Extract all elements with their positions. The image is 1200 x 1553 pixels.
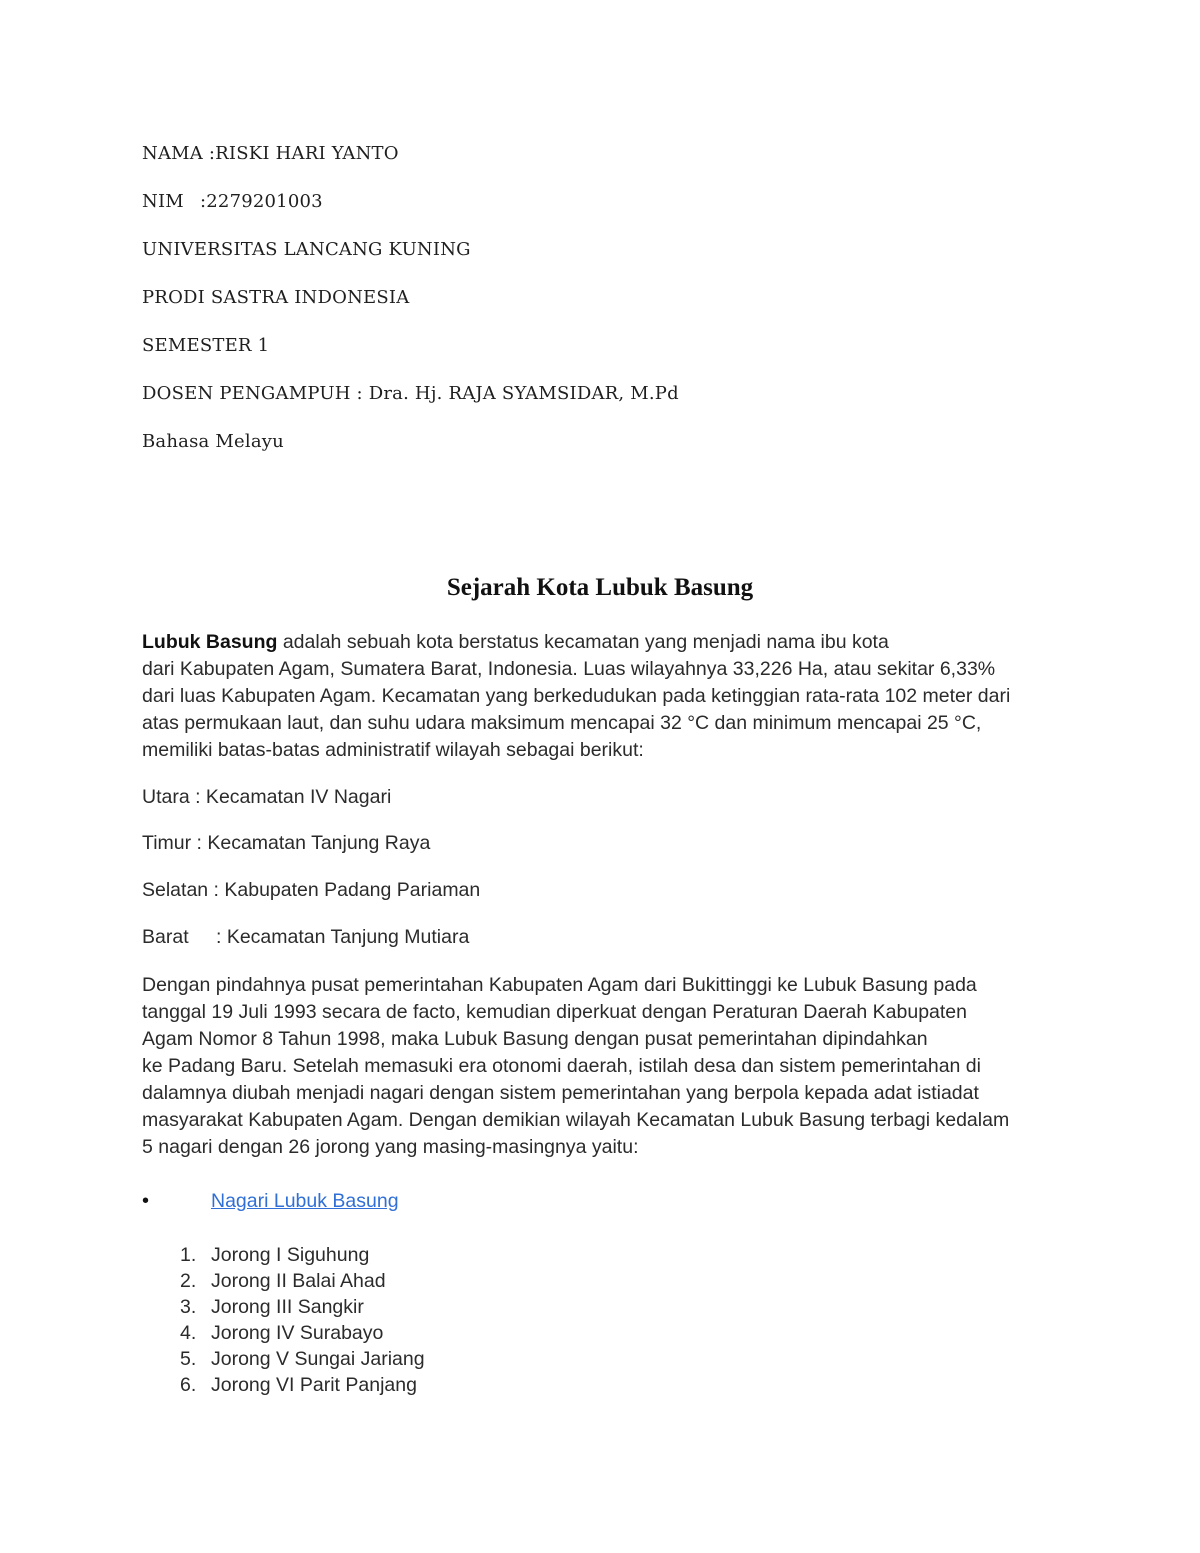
- intro-line-1-rest: adalah sebuah kota berstatus kecamatan yang menjadi nama ibu kota: [277, 631, 889, 653]
- list-item-label: Jorong I Siguhung: [211, 1244, 370, 1266]
- history-line-4: ke Padang Baru. Setelah memasuki era otonomi daerah, istilah desa dan sistem pemerintahan di: [142, 1055, 981, 1077]
- student-nim: [142, 191, 323, 212]
- list-item-number: 4.: [180, 1322, 197, 1344]
- list-item: [180, 1346, 425, 1372]
- student-name: NAMA :RISKI HARI YANTO: [142, 143, 399, 164]
- nim-label: NIM: [142, 191, 184, 212]
- boundary-west: [142, 926, 469, 949]
- semester: SEMESTER 1: [142, 335, 270, 356]
- list-item-label: Jorong VI Parit Panjang: [211, 1374, 417, 1396]
- history-line-6: masyarakat Kabupaten Agam. Dengan demikian wilayah Kecamatan Lubuk Basung terbagi kedalam: [142, 1109, 1010, 1131]
- course-name: Bahasa Melayu: [142, 431, 284, 452]
- list-item: [180, 1242, 425, 1268]
- intro-paragraph: [142, 629, 1082, 764]
- intro-line-3: dari luas Kabupaten Agam. Kecamatan yang berkedudukan pada ketinggian rata-rata 102 meter dari: [142, 685, 1011, 707]
- history-line-1: Dengan pindahnya pusat pemerintahan Kabupaten Agam dari Bukittinggi ke Lubuk Basung pada: [142, 974, 977, 996]
- boundary-south: Selatan : Kabupaten Padang Pariaman: [142, 879, 481, 901]
- intro-line-5: memiliki batas-batas administratif wilayah sebagai berikut:: [142, 739, 644, 761]
- list-item-number: 2.: [180, 1270, 197, 1292]
- intro-line-1: [142, 629, 1082, 656]
- intro-line-4: atas permukaan laut, dan suhu udara maksimum mencapai 32 °C dan minimum mencapai 25 °C,: [142, 712, 982, 734]
- intro-bold-lead: Lubuk Basung: [142, 631, 278, 653]
- list-item: [180, 1372, 425, 1398]
- list-item-number: 5.: [180, 1348, 197, 1370]
- history-line-2: tanggal 19 Juli 1993 secara de facto, kemudian diperkuat dengan Peraturan Daerah Kabupaten: [142, 1001, 967, 1023]
- list-item: [180, 1320, 425, 1346]
- page-title: Sejarah Kota Lubuk Basung: [446, 574, 754, 601]
- jorong-list: [180, 1242, 425, 1398]
- bullet-icon: •: [142, 1190, 150, 1212]
- nagari-lubuk-basung-link[interactable]: Nagari Lubuk Basung: [211, 1190, 399, 1212]
- nim-value: :2279201003: [200, 191, 323, 212]
- list-item: [180, 1268, 425, 1294]
- list-item-label: Jorong III Sangkir: [211, 1296, 364, 1318]
- list-item-number: 1.: [180, 1244, 197, 1266]
- list-item-label: Jorong V Sungai Jariang: [211, 1348, 425, 1370]
- list-item-number: 6.: [180, 1374, 197, 1396]
- history-line-7: 5 nagari dengan 26 jorong yang masing-masingnya yaitu:: [142, 1136, 639, 1158]
- boundary-east: Timur : Kecamatan Tanjung Raya: [142, 832, 431, 854]
- list-item-label: Jorong II Balai Ahad: [211, 1270, 386, 1292]
- boundary-north: Utara : Kecamatan IV Nagari: [142, 786, 392, 808]
- boundary-west-value: : Kecamatan Tanjung Mutiara: [216, 926, 470, 948]
- list-item-number: 3.: [180, 1296, 197, 1318]
- history-line-3: Agam Nomor 8 Tahun 1998, maka Lubuk Basung dengan pusat pemerintahan dipindahkan: [142, 1028, 928, 1050]
- lecturer: DOSEN PENGAMPUH : Dra. Hj. RAJA SYAMSIDAR, M.Pd: [142, 383, 679, 404]
- history-paragraph: [142, 972, 1082, 1161]
- intro-line-2: dari Kabupaten Agam, Sumatera Barat, Indonesia. Luas wilayahnya 33,226 Ha, atau sekitar 6,33%: [142, 658, 996, 680]
- list-item: [180, 1294, 425, 1320]
- study-program: PRODI SASTRA INDONESIA: [142, 287, 410, 308]
- history-line-5: dalamnya diubah menjadi nagari dengan sistem pemerintahan yang berpola kepada adat istiadat: [142, 1082, 979, 1104]
- boundary-west-label: Barat: [142, 926, 189, 948]
- university-name: UNIVERSITAS LANCANG KUNING: [142, 239, 471, 260]
- list-item-label: Jorong IV Surabayo: [211, 1322, 384, 1344]
